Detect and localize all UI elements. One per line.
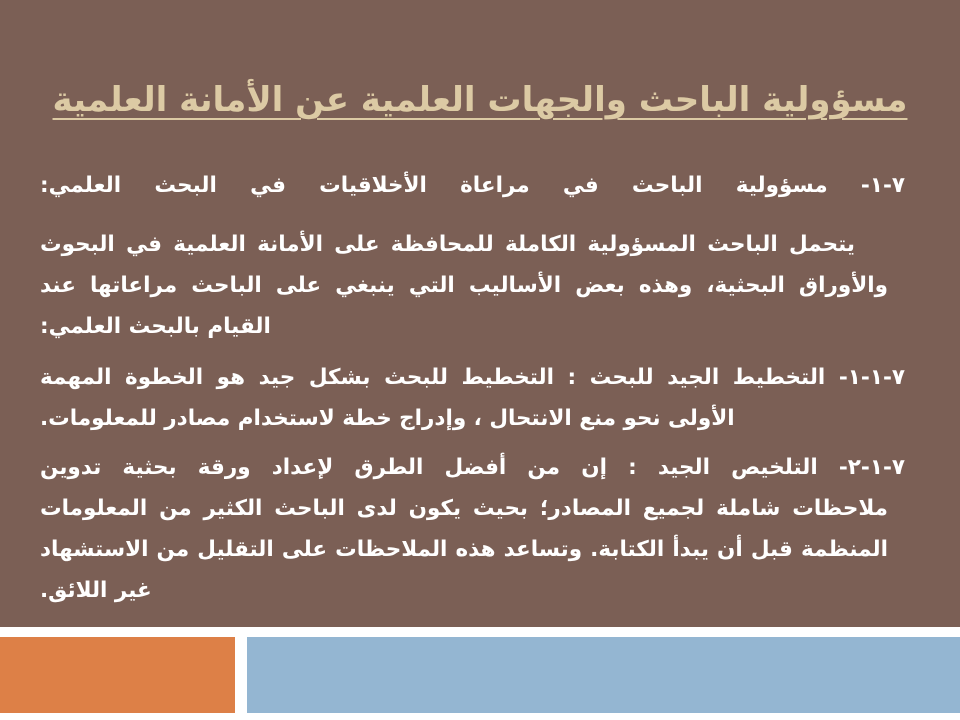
intro-paragraph	[40, 224, 905, 347]
slide-body	[40, 165, 905, 611]
section-heading: ٧-١- مسؤولية الباحث في مراعاة الأخلاقيات في البحث العلمي:	[40, 173, 905, 198]
section-heading-paragraph	[40, 165, 905, 206]
blue-accent-bar	[247, 637, 960, 713]
paragraph-line: ٧-١-٢- التلخيص الجيد : إن من أفضل الطرق لإعداد ورقة بحثية تدوين	[40, 455, 905, 480]
paragraph-line: ٧-١-١- التخطيط الجيد للبحث : التخطيط للبحث بشكل جيد هو الخطوة المهمة	[40, 365, 905, 390]
paragraph-line: القيام بالبحث العلمي:	[40, 314, 271, 339]
paragraph-line: ملاحظات شاملة لجميع المصادر؛ بحيث يكون لدى الباحث الكثير من المعلومات	[40, 496, 888, 521]
orange-accent-bar	[0, 637, 235, 713]
slide-title: مسؤولية الباحث والجهات العلمية عن الأمانة العلمية	[52, 80, 908, 120]
item-summarizing-paragraph	[40, 447, 905, 611]
paragraph-line: الأولى نحو منع الانتحال ، وإدراج خطة لاستخدام مصادر للمعلومات.	[40, 406, 735, 431]
paragraph-line: والأوراق البحثية، وهذه بعض الأساليب التي ينبغي على الباحث مراعاتها عند	[40, 273, 888, 298]
item-planning-paragraph	[40, 357, 905, 439]
paragraph-line: المنظمة قبل أن يبدأ الكتابة. وتساعد هذه الملاحظات على التقليل من الاستشهاد	[40, 537, 888, 562]
paragraph-line: يتحمل الباحث المسؤولية الكاملة للمحافظة على الأمانة العلمية في البحوث	[40, 232, 855, 257]
paragraph-line: غير اللائق.	[40, 578, 152, 603]
